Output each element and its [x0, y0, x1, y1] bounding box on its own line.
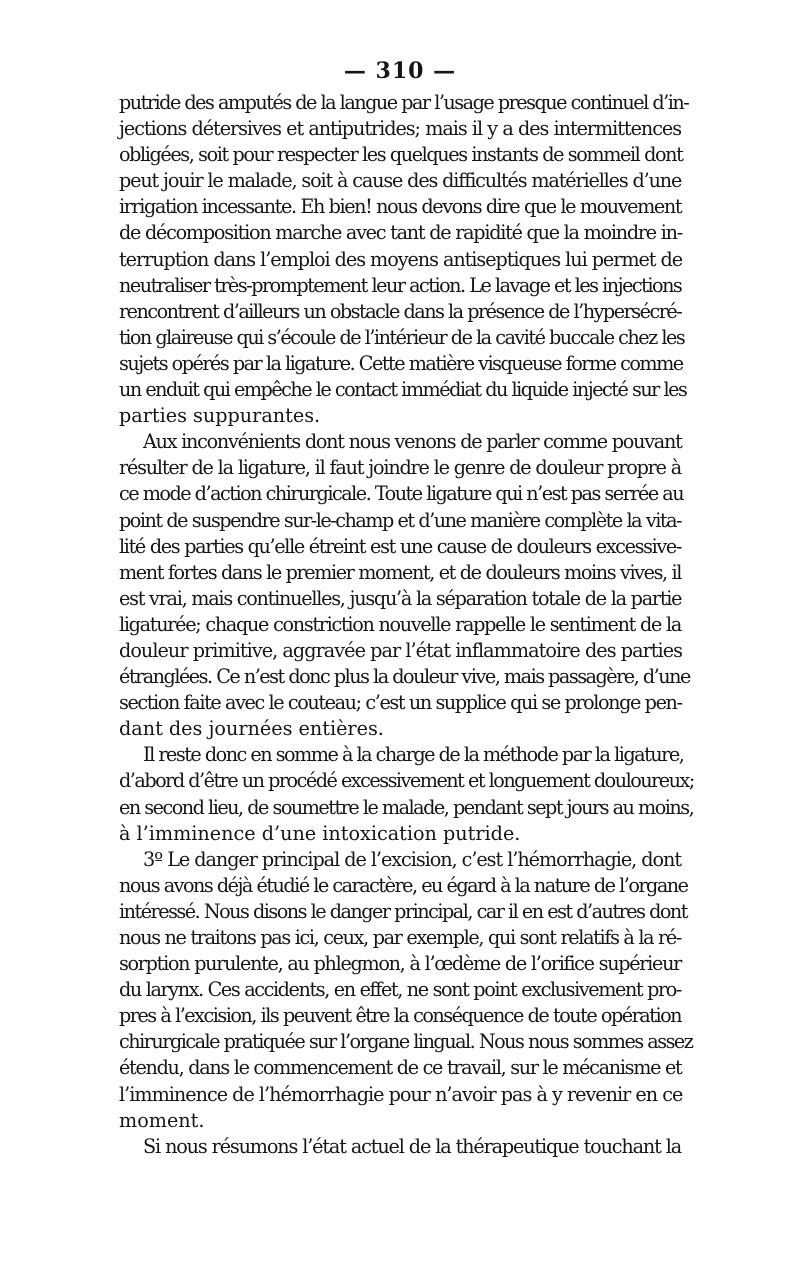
text-line: rencontrent d’ailleurs un obstacle dans la présence de l’hypersécré- [119, 299, 682, 323]
text-line: 3º Le danger principal de l’excision, c’est l’hémorrhagie, dont [143, 847, 681, 871]
text-line: sujets opérés par la ligature. Cette matière visqueuse forme comme [119, 351, 683, 375]
text-line: du larynx. Ces accidents, en effet, ne sont point exclusivement pro- [119, 978, 681, 1002]
text-line: en second lieu, de soumettre le malade, pendant sept jours au moins, [119, 795, 694, 819]
text-line: un enduit qui empêche le contact immédiat du liquide injecté sur les [119, 378, 687, 402]
text-line: moment. [119, 1108, 205, 1132]
text-line: pres à l’excision, ils peuvent être la conséquence de toute opération [119, 1004, 681, 1028]
text-line: irrigation incessante. Eh bien! nous devons dire que le mouvement [119, 195, 682, 219]
text-line: d’abord d’être un procédé excessivement et longuement douloureux; [119, 769, 694, 793]
text-line: ce mode d’action chirurgicale. Toute ligature qui n’est pas serrée au [119, 482, 684, 506]
page-number: — 310 — [343, 58, 457, 84]
text-line: sorption purulente, au phlegmon, à l’œdème de l’orifice supérieur [119, 952, 681, 976]
text-line: intéressé. Nous disons le danger principal, car il en est d’autres dont [119, 899, 687, 923]
text-line: l’imminence de l’hémorrhagie pour n’avoir pas à y revenir en ce [119, 1082, 683, 1106]
text-line: dant des journées entières. [119, 717, 384, 741]
text-line: Si nous résumons l’état actuel de la thérapeutique touchant la [143, 1134, 681, 1158]
text-line: terruption dans l’emploi des moyens antiseptiques lui permet de [119, 247, 683, 271]
text-line: nous ne traitons pas ici, ceux, par exemple, qui sont relatifs à la ré- [119, 926, 681, 949]
text-line: lité des parties qu’elle étreint est une cause de douleurs excessive- [119, 534, 681, 558]
body-text [119, 90, 694, 1160]
text-line: parties suppurantes. [119, 404, 321, 428]
text-line: étranglées. Ce n’est donc plus la douleur vive, mais passagère, d’une [119, 665, 690, 689]
text-line: à l’imminence d’une intoxication putride. [119, 821, 521, 845]
text-line: Aux inconvénients dont nous venons de parler comme pouvant [143, 430, 682, 454]
text-line: ligaturée; chaque constriction nouvelle rappelle le sentiment de la [119, 612, 681, 636]
text-line: obligées, soit pour respecter les quelques instants de sommeil dont [119, 143, 683, 167]
text-line: tion glaireuse qui s’écoule de l’intérieur de la cavité buccale chez les [119, 325, 685, 349]
text-line: neutraliser très-promptement leur action. Le lavage et les injections [119, 273, 682, 297]
text-line: point de suspendre sur-le-champ et d’une manière complète la vita- [119, 508, 681, 532]
text-line: résulter de la ligature, il faut joindre le genre de douleur propre à [119, 456, 681, 480]
text-line: section faite avec le couteau; c’est un supplice qui se prolonge pen- [119, 691, 682, 715]
text-line: douleur primitive, aggravée par l’état inflammatoire des parties [119, 638, 683, 662]
text-line: chirurgicale pratiquée sur l’organe lingual. Nous nous sommes assez [119, 1030, 693, 1054]
text-line: est vrai, mais continuelles, jusqu’à la séparation totale de la partie [119, 586, 682, 610]
text-line: de décomposition marche avec tant de rapidité que la moindre in- [119, 221, 682, 245]
text-line: ment fortes dans le premier moment, et de douleurs moins vives, il [119, 560, 681, 584]
text-line: peut jouir le malade, soit à cause des difficultés matérielles d’une [119, 169, 682, 193]
text-line: putride des amputés de la langue par l’usage presque continuel d’in- [119, 91, 689, 114]
text-line: Il reste donc en somme à la charge de la méthode par la ligature, [143, 743, 684, 767]
text-line: étendu, dans le commencement de ce travail, sur le mécanisme et [119, 1056, 682, 1080]
text-line: jections détersives et antiputrides; mais il y a des intermittences [119, 117, 681, 141]
text-line: nous avons déjà étudié le caractère, eu égard à la nature de l’organe [119, 873, 688, 897]
